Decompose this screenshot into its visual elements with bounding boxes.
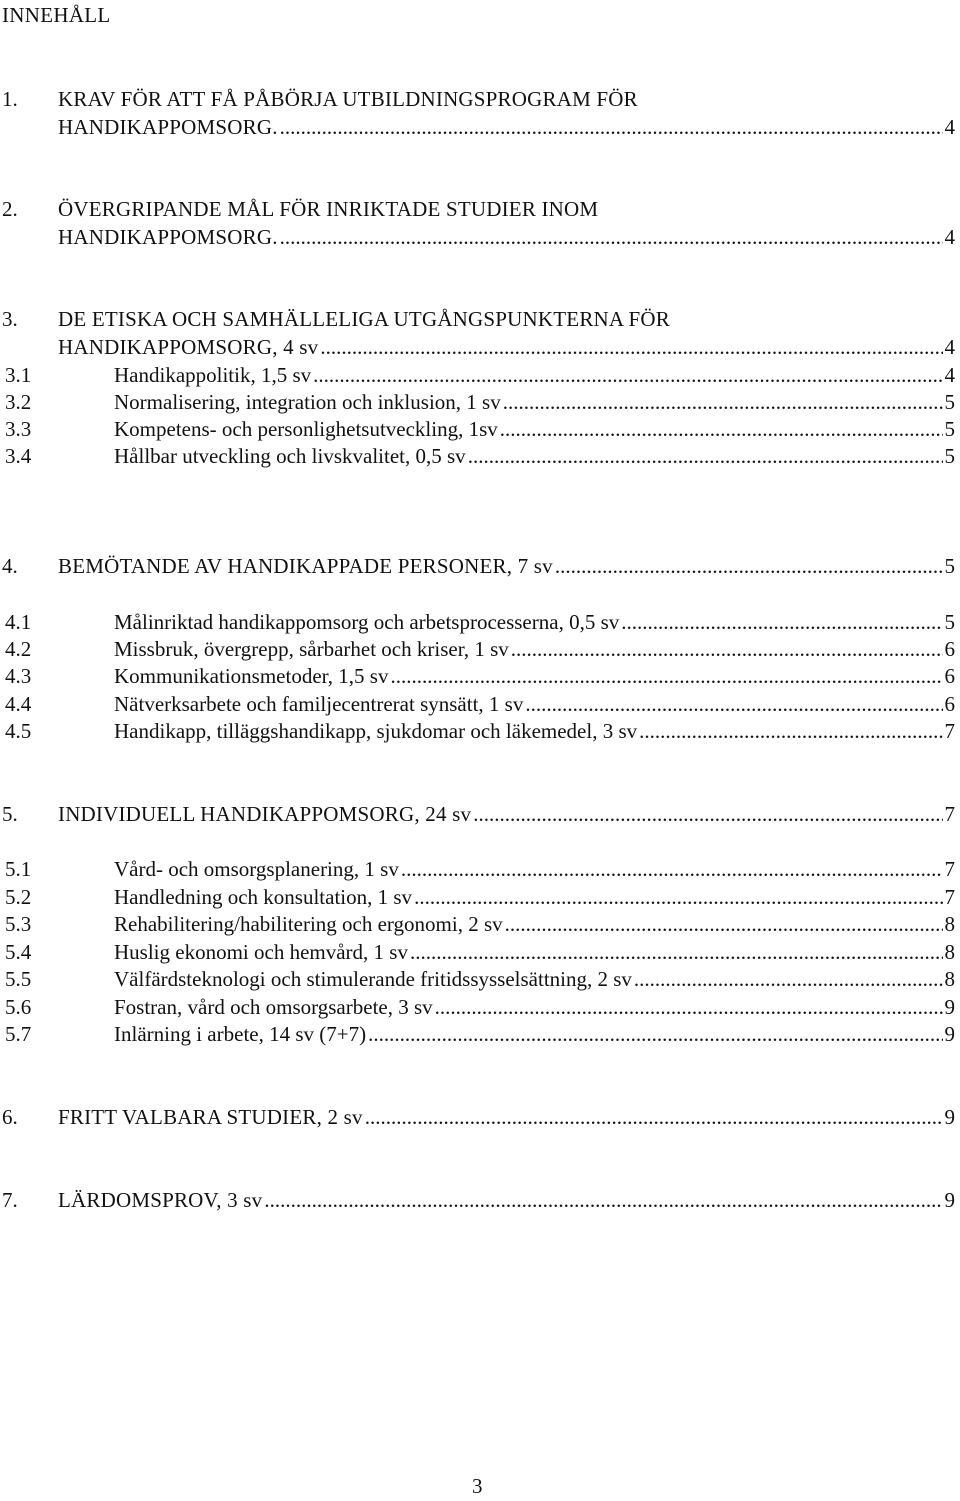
toc-entry-4-5[interactable]: [0, 718, 955, 745]
toc-page-number: 6: [944, 692, 955, 716]
toc-entry-title: Fostran, vård och omsorgsarbete, 3 sv: [114, 995, 433, 1019]
toc-entry-3-first-line: [0, 306, 955, 333]
toc-entry-5-1[interactable]: [0, 856, 955, 883]
toc-entry-number: 5.: [2, 802, 18, 826]
dot-leader: [320, 334, 942, 361]
toc-page-number: 9: [944, 995, 955, 1019]
toc-entry-number: 1.: [2, 87, 18, 111]
toc-entry-title: INDIVIDUELL HANDIKAPPOMSORG, 24 sv: [58, 802, 472, 826]
toc-entry-5-2[interactable]: [0, 884, 955, 911]
toc-entry-number: 5.5: [5, 967, 32, 991]
toc-entry-7[interactable]: [0, 1187, 955, 1214]
page-number: 3: [472, 1474, 483, 1498]
toc-page-number: 9: [944, 1105, 955, 1129]
toc-entry-1[interactable]: [0, 114, 955, 141]
toc-entry-number: 4.: [2, 554, 18, 578]
toc-entry-5-4[interactable]: [0, 939, 955, 966]
toc-entry-number: 4.4: [5, 692, 32, 716]
toc-entry-title: HANDIKAPPOMSORG, 4 sv: [58, 335, 319, 359]
toc-entry-4-4[interactable]: [0, 691, 955, 718]
toc-entry-5[interactable]: [0, 801, 955, 828]
toc-page-number: 5: [944, 444, 955, 468]
dot-leader: [525, 691, 942, 718]
dot-leader: [365, 1104, 943, 1131]
toc-entry-number: 3.1: [5, 363, 32, 387]
toc-page-number: 4: [944, 335, 955, 359]
toc-page-number: 9: [944, 1188, 955, 1212]
toc-entry-title: LÄRDOMSPROV, 3 sv: [58, 1188, 263, 1212]
toc-entry-title: Kommunikationsmetoder, 1,5 sv: [114, 664, 389, 688]
toc-entry-4-3[interactable]: [0, 663, 955, 690]
dot-leader: [555, 553, 943, 580]
dot-leader: [468, 443, 943, 470]
toc-entry-number: 5.1: [5, 857, 32, 881]
toc-page-number: 4: [944, 225, 955, 249]
toc-entry-number: 5.7: [5, 1022, 32, 1046]
toc-page-number: 8: [944, 940, 955, 964]
toc-entry-3[interactable]: [0, 334, 955, 361]
toc-entry-number: 4.1: [5, 610, 32, 634]
toc-entry-title: Vård- och omsorgsplanering, 1 sv: [114, 857, 399, 881]
toc-entry-number: 6.: [2, 1105, 18, 1129]
toc-entry-title: BEMÖTANDE AV HANDIKAPPADE PERSONER, 7 sv: [58, 554, 553, 578]
toc-entry-heading: DE ETISKA OCH SAMHÄLLELIGA UTGÅNGSPUNKTERNA FÖR: [58, 307, 671, 331]
toc-entry-title: Handledning och konsultation, 1 sv: [114, 885, 413, 909]
toc-entry-number: 5.3: [5, 912, 32, 936]
dot-leader: [435, 994, 943, 1021]
toc-title: INNEHÅLL: [2, 3, 111, 27]
toc-entry-title: HANDIKAPPOMSORG.: [58, 225, 278, 249]
toc-entry-number: 5.4: [5, 940, 32, 964]
toc-entry-title: Nätverksarbete och familjecentrerat synsätt, 1 sv: [114, 692, 524, 716]
dot-leader: [280, 114, 943, 141]
toc-page-number: 9: [944, 1022, 955, 1046]
toc-page-number: 7: [944, 857, 955, 881]
toc-entry-number: 4.5: [5, 719, 32, 743]
toc-entry-number: 5.2: [5, 885, 32, 909]
dot-leader: [390, 663, 942, 690]
toc-entry-1-first-line: [0, 86, 955, 113]
dot-leader: [503, 389, 943, 416]
dot-leader: [500, 416, 943, 443]
toc-entry-2[interactable]: [0, 224, 955, 251]
dot-leader: [280, 224, 943, 251]
toc-entry-number: 4.2: [5, 637, 32, 661]
toc-entry-4[interactable]: [0, 553, 955, 580]
toc-entry-3-2[interactable]: [0, 389, 955, 416]
dot-leader: [401, 856, 943, 883]
dot-leader: [368, 1021, 942, 1048]
toc-page-number: 7: [944, 802, 955, 826]
toc-entry-heading: ÖVERGRIPANDE MÅL FÖR INRIKTADE STUDIER INOM: [58, 197, 599, 221]
toc-entry-title: Handikappolitik, 1,5 sv: [114, 363, 312, 387]
toc-entry-title: Normalisering, integration och inklusion, 1 sv: [114, 390, 501, 414]
dot-leader: [639, 718, 942, 745]
toc-entry-number: 2.: [2, 197, 18, 221]
toc-entry-6[interactable]: [0, 1104, 955, 1131]
toc-page-number: 5: [944, 610, 955, 634]
toc-entry-5-3[interactable]: [0, 911, 955, 938]
toc-entry-number: 3.3: [5, 417, 32, 441]
toc-entry-title: FRITT VALBARA STUDIER, 2 sv: [58, 1105, 363, 1129]
toc-page-number: 5: [944, 417, 955, 441]
toc-entry-4-1[interactable]: [0, 609, 955, 636]
toc-page-number: 8: [944, 912, 955, 936]
toc-entry-3-4[interactable]: [0, 443, 955, 470]
toc-entry-title: Målinriktad handikappomsorg och arbetsprocesserna, 0,5 sv: [114, 610, 620, 634]
toc-entry-3-3[interactable]: [0, 416, 955, 443]
toc-page-number: 5: [944, 390, 955, 414]
dot-leader: [414, 884, 942, 911]
toc-page-number: 6: [944, 664, 955, 688]
toc-entry-heading: KRAV FÖR ATT FÅ PÅBÖRJA UTBILDNINGSPROGRAM FÖR: [58, 87, 638, 111]
toc-page-number: 4: [944, 363, 955, 387]
toc-entry-title: Kompetens- och personlighetsutveckling, 1sv: [114, 417, 498, 441]
toc-page-number: 4: [944, 115, 955, 139]
toc-entry-title: HANDIKAPPOMSORG.: [58, 115, 278, 139]
dot-leader: [505, 911, 943, 938]
toc-entry-number: 7.: [2, 1188, 18, 1212]
toc-entry-title: Rehabilitering/habilitering och ergonomi, 2 sv: [114, 912, 503, 936]
toc-page-number: 7: [944, 885, 955, 909]
dot-leader: [511, 636, 943, 663]
toc-entry-number: 3.4: [5, 444, 32, 468]
toc-entry-5-7[interactable]: [0, 1021, 955, 1048]
toc-entry-5-5[interactable]: [0, 966, 955, 993]
toc-page-number: 8: [944, 967, 955, 991]
dot-leader: [621, 609, 942, 636]
toc-page-number: 6: [944, 637, 955, 661]
toc-entry-2-first-line: [0, 196, 955, 223]
dot-leader: [313, 362, 942, 389]
dot-leader: [410, 939, 943, 966]
toc-entry-title: Missbruk, övergrepp, sårbarhet och kriser, 1 sv: [114, 637, 509, 661]
toc-entry-number: 4.3: [5, 664, 32, 688]
dot-leader: [264, 1187, 942, 1214]
toc-entry-number: 5.6: [5, 995, 32, 1019]
toc-entry-number: 3.2: [5, 390, 32, 414]
toc-entry-title: Välfärdsteknologi och stimulerande fritidssysselsättning, 2 sv: [114, 967, 632, 991]
toc-entry-4-2[interactable]: [0, 636, 955, 663]
toc-entry-3-1[interactable]: [0, 362, 955, 389]
toc-page-number: 7: [944, 719, 955, 743]
toc-page-number: 5: [944, 554, 955, 578]
toc-entry-title: Hållbar utveckling och livskvalitet, 0,5 sv: [114, 444, 466, 468]
toc-entry-number: 3.: [2, 307, 18, 331]
toc-entry-title: Huslig ekonomi och hemvård, 1 sv: [114, 940, 408, 964]
dot-leader: [473, 801, 942, 828]
dot-leader: [634, 966, 943, 993]
toc-entry-5-6[interactable]: [0, 994, 955, 1021]
toc-entry-title: Inlärning i arbete, 14 sv (7+7): [114, 1022, 367, 1046]
toc-entry-title: Handikapp, tilläggshandikapp, sjukdomar och läkemedel, 3 sv: [114, 719, 638, 743]
